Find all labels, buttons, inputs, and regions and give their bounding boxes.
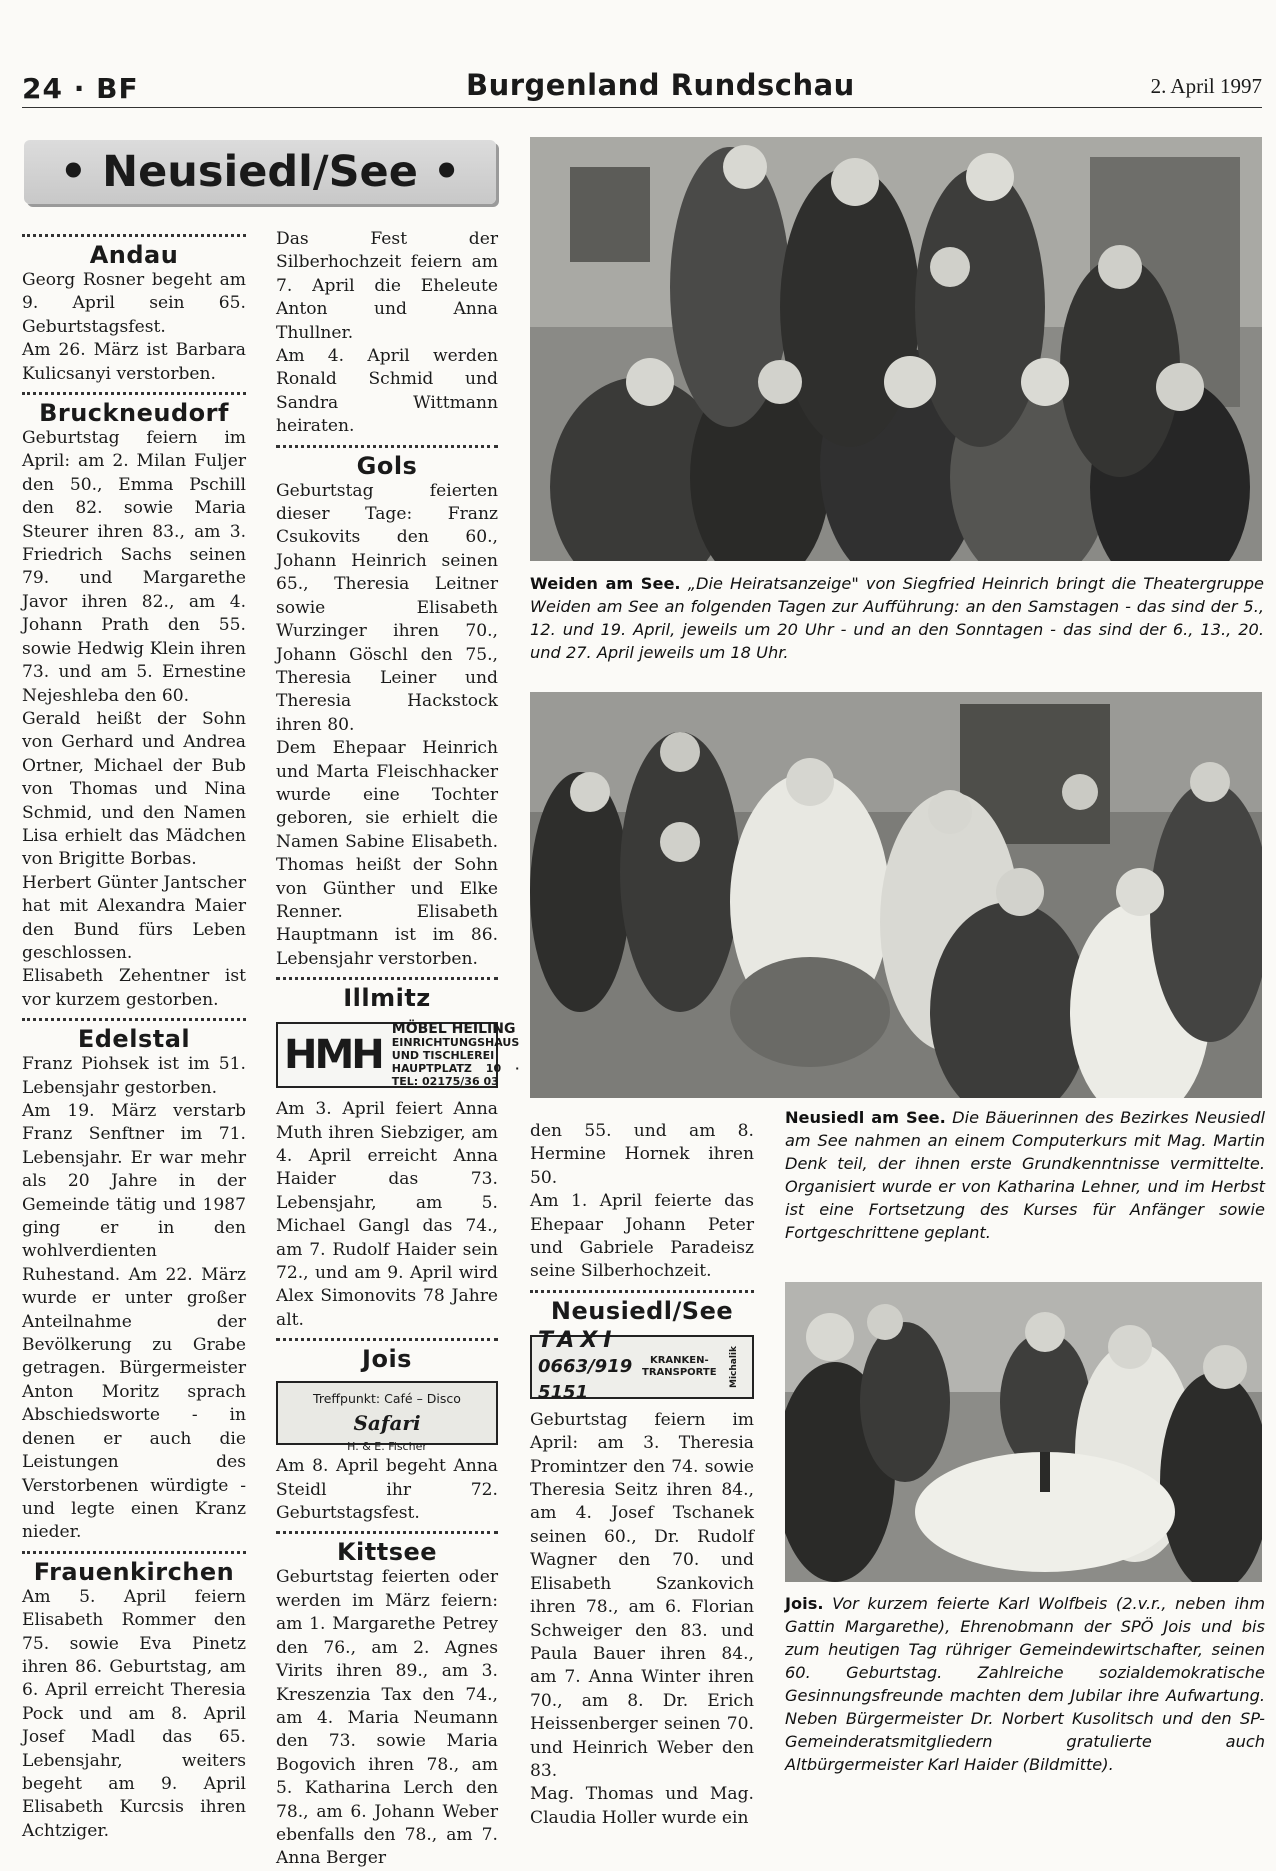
ad-line: Michalik	[728, 1345, 739, 1388]
article-text: Georg Rosner begeht am 9. April sein 65. Geburtstagsfest.	[22, 270, 246, 337]
article-text: Elisabeth Zehentner ist vor kurzem gestorben.	[22, 966, 246, 1010]
photo-computer-course	[530, 692, 1262, 1098]
section-divider	[276, 977, 498, 980]
ad-phone: 0663/919 5151	[538, 1355, 633, 1403]
article-text: Am 1. April feierte das Ehepaar Johann Peter und Gabriele Paradeisz seine Silberhochzeit.	[530, 1191, 754, 1282]
ad-line: Treffpunkt: Café – Disco	[313, 1391, 461, 1407]
ad-line: UND TISCHLEREI	[391, 1048, 495, 1062]
caption-text: „Die Heiratsanzeige" von Siegfried Heinrich bringt die Theatergruppe Weiden am See an folgenden Tagen zur Aufführung: an den Samstagen - das sind der 5., 12. und 19. April, jeweils um 20 Uhr - und an den Sonntagen - das sind der 6., 13., 20. und 27. April jeweils um 18 Uhr.	[530, 574, 1264, 662]
caption-weiden	[530, 572, 1264, 664]
region-banner: • Neusiedl/See •	[24, 140, 496, 204]
article-text: Am 19. März verstarb Franz Senftner im 71. Lebensjahr. Er war mehr als 20 Jahre in der Gemeinde tätig und 1987 ging er in den wohlverdienten Ruhestand. Am 22. März wurde er unter großer Anteilnahme der Bevölkerung zu Grabe getragen. Bürgermeister Anton Moritz sprach Abschiedsworte - in denen er auch die Leistungen des Verstorbenen würdigte - und legte einen Kranz nieder.	[22, 1101, 246, 1543]
ad-moebel-heiling	[276, 1020, 520, 1088]
ad-cafe-safari	[276, 1381, 498, 1453]
safari-logo: Safari	[353, 1410, 421, 1435]
article-text: Gerald heißt der Sohn von Gerhard und Andrea Ortner, Michael der Bub von Thomas und Nina Schmid, und den Namen Lisa erhielt das Mädchen von Brigitte Borbas.	[22, 708, 246, 870]
photo-theatre-group	[530, 137, 1262, 561]
caption-place: Weiden am See.	[530, 574, 681, 593]
photo-jois-birthday	[785, 1282, 1262, 1582]
article-text: Am 5. April feiern Elisabeth Rommer den 75. sowie Eva Pinetz ihren 86. Geburtstag, am 6. April erreicht Theresia Pock und am 8. April Josef Madl das 65. Lebensjahr, weiters begeht am 9. April Elisabeth Kurcsis ihren Achtziger.	[22, 1586, 246, 1841]
article-text: Am 4. April werden Ronald Schmid und Sandra Wittmann heiraten.	[276, 346, 498, 437]
ad-taxi-michalik	[530, 1327, 754, 1403]
section-heading-bruckneudorf: Bruckneudorf	[39, 399, 229, 428]
ad-line: TAXI	[538, 1327, 618, 1353]
caption-text: Die Bäuerinnen des Bezirkes Neusiedl am See nahmen an einem Computerkurs mit Mag. Martin Denk teil, der ihnen erste Grundkenntnisse vermittelte. Organisiert wurde er von Katharina Lehner, und im Herbst ist eine Fortsetzung des Kurses für Anfänger sowie Fortgeschrittene geplant.	[785, 1108, 1265, 1242]
ad-line: H. & E. Fischer	[347, 1439, 427, 1453]
article-text: Dem Ehepaar Heinrich und Marta Fleischhacker wurde eine Tochter geboren, sie erhielt die Namen Sabine Elisabeth. Thomas heißt der Sohn von Günther und Elke Renner. Elisabeth Hauptmann ist im 86. Lebensjahr verstorben.	[276, 738, 498, 969]
ad-line: EINRICHTUNGSHAUS	[391, 1035, 520, 1049]
column-2	[276, 228, 520, 1871]
section-heading-illmitz: Illmitz	[343, 984, 431, 1013]
caption-place: Jois.	[785, 1594, 824, 1613]
section-divider	[276, 445, 498, 448]
article-text: Am 8. April begeht Anna Steidl ihr 72. Geburtstagsfest.	[276, 1456, 498, 1524]
article-text: Herbert Günter Jantscher hat mit Alexandra Maier den Bund fürs Leben geschlossen.	[22, 872, 246, 963]
section-heading-edelstal: Edelstal	[77, 1025, 191, 1054]
article-text: Mag. Thomas und Mag. Claudia Holler wurde ein	[530, 1784, 754, 1828]
section-divider	[276, 1338, 498, 1341]
ad-line: MÖBEL HEILING	[391, 1020, 516, 1037]
ad-line: KRANKEN-	[649, 1354, 709, 1366]
issue-date: 2. April 1997	[1150, 74, 1262, 98]
section-heading-neusiedl: Neusiedl/See	[550, 1296, 734, 1325]
section-heading-kittsee: Kittsee	[336, 1538, 438, 1567]
article-text: Geburtstag feiern im April: am 2. Milan Fuljer den 50., Emma Pschill den 82. sowie Maria Steurer ihren 83., am 3. Friedrich Sachs seinen 79. und Margarethe Javor ihren 82., am 4. Johann Prath den 55. sowie Hedwig Klein ihren 73. und am 5. Ernestine Nejeshleba den 60.	[22, 428, 246, 706]
article-text: den 55. und am 8. Hermine Hornek ihren 50.	[530, 1121, 754, 1188]
ad-line: TRANSPORTE	[642, 1366, 717, 1378]
header-rule	[22, 107, 1262, 108]
section-divider	[276, 1531, 498, 1534]
caption-place: Neusiedl am See.	[785, 1108, 946, 1127]
caption-text: Vor kurzem feierte Karl Wolfbeis (2.v.r., neben ihm Gattin Margarethe), Ehrenobmann der SPÖ Jois und bis zum heutigen Tag rühriger Gemeindewirtschafter, seinen 60. Geburtstag. Zahlreiche sozialdemokratische Gesinnungsfreunde machten dem Jubilar ihre Aufwartung. Neben Bürgermeister Dr. Norbert Kusolitsch und den SP-Gemeinderatsmitgliedern gratulierte auch Altbürgermeister Karl Haider (Bildmitte).	[785, 1594, 1265, 1774]
article-text: Am 3. April feiert Anna Muth ihren Siebziger, am 4. April erreicht Anna Haider das 73. Lebensjahr, am 5. Michael Gangl das 74., am 7. Rudolf Haider sein 72., und am 9. April wird Alex Simonovits 78 Jahre alt.	[276, 1099, 498, 1330]
article-text: Franz Piohsek ist im 51. Lebensjahr gestorben.	[22, 1054, 246, 1098]
column-3	[530, 1120, 754, 1830]
ad-line: HAUPTPLATZ 10 · TEL: 02175/36 03	[391, 1061, 520, 1088]
article-text: Am 26. März ist Barbara Kulicsanyi verstorben.	[22, 340, 246, 384]
section-heading-andau: Andau	[89, 241, 179, 269]
section-divider	[22, 392, 246, 395]
heiling-logo: HMH	[284, 1032, 382, 1079]
section-divider	[22, 1018, 246, 1021]
newspaper-title: Burgenland Rundschau	[466, 68, 855, 102]
section-heading-jois: Jois	[362, 1345, 412, 1374]
article-text: Geburtstag feierten oder werden im März feiern: am 1. Margarethe Petrey den 76., am 2. Agnes Virits ihren 89., am 3. Kreszenzia Tax den 74., am 4. Maria Neumann den 73. sowie Maria Bogovich ihren 78., am 5. Katharina Lerch den 78., am 6. Johann Weber ebenfalls den 78., am 7. Anna Berger	[276, 1567, 498, 1869]
section-divider	[22, 1551, 246, 1554]
article-text: Geburtstag feiern im April: am 3. Theresia Promintzer den 74. sowie Theresia Seitz ihren 84., am 4. Josef Tschanek seinen 60., Dr. Rudolf Wagner den 70. und Elisabeth Szankovich ihren 78., am 6. Florian Schweiger den 83. und Paula Bauer ihren 84., am 7. Anna Winter ihren 70., am 8. Dr. Erich Heissenberger seinen 70. und Heinrich Weber den 83.	[530, 1409, 754, 1781]
caption-neusiedl	[785, 1106, 1265, 1244]
column-1	[22, 228, 246, 1843]
page-number: 24 · BF	[22, 72, 139, 105]
caption-jois	[785, 1592, 1265, 1776]
section-divider	[22, 234, 246, 237]
section-heading-frauenkirchen: Frauenkirchen	[33, 1557, 235, 1586]
article-text: Das Fest der Silberhochzeit feiern am 7. April die Eheleute Anton und Anna Thullner.	[276, 229, 498, 343]
section-divider	[530, 1290, 754, 1293]
section-heading-gols: Gols	[356, 451, 418, 480]
article-text: Geburtstag feierten dieser Tage: Franz Csukovits den 60., Johann Heinrich seinen 65., Theresia Leitner sowie Elisabeth Wurzinger ihren 70., Johann Göschl den 75., Theresia Leiner und Theresia Hackstock ihren 80.	[276, 480, 498, 735]
